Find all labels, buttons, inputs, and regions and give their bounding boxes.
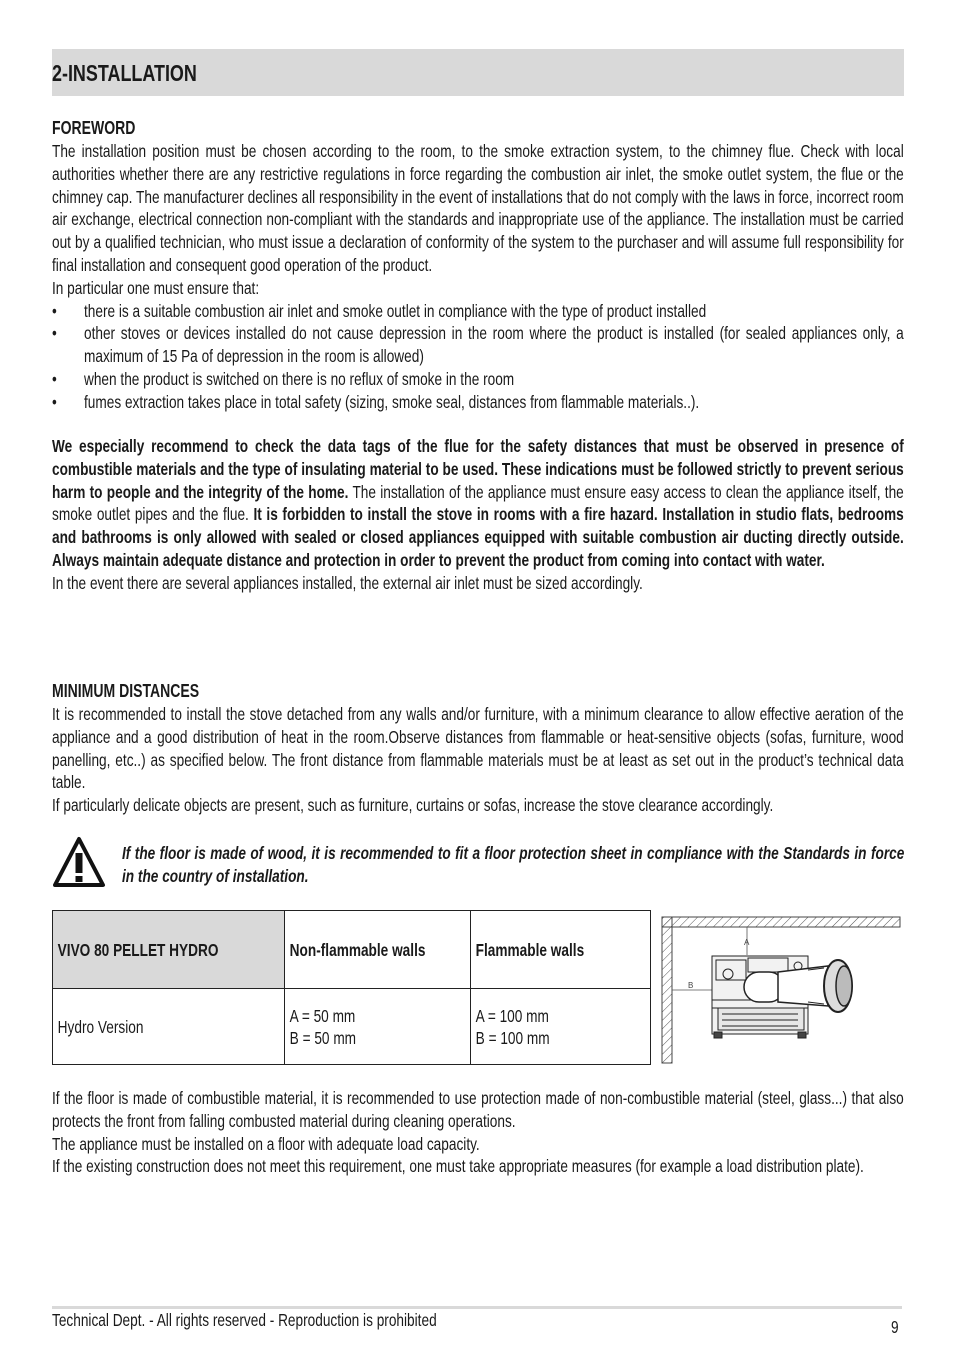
list-item: • other stoves or devices installed do not cause depression in the room where the product is installed (for sealed appliances only, a maximum of 15 Pa of depression in the room is allowed) [52, 323, 904, 367]
dimension-b-label: B [688, 981, 694, 990]
minimum-distances-heading: MINIMUM DISTANCES [52, 681, 200, 701]
list-item: • fumes extraction takes place in total safety (sizing, smoke seal, distances from flammable materials..). [52, 391, 700, 412]
multiple-appliances-note: In the event there are several appliances installed, the external air inlet must be sized accordingly. [52, 572, 643, 593]
header-model-cell: VIVO 80 PELLET HYDRO [53, 911, 285, 989]
left-wall [662, 917, 672, 1063]
section-title-bar [52, 49, 904, 96]
bullet-icon: • [52, 368, 57, 389]
floor-section [52, 1087, 904, 1178]
row-flammable-cell: A = 100 mm B = 100 mm [471, 989, 651, 1065]
top-wall [662, 917, 900, 927]
foreword-heading: FOREWORD [52, 118, 136, 138]
header-flammable-cell: Flammable walls [471, 911, 651, 989]
bullet-icon: • [52, 300, 57, 321]
foreword-section [52, 117, 904, 414]
bullet-icon: • [52, 323, 57, 344]
load-capacity-note: The appliance must be installed on a floor with adequate load capacity. [52, 1133, 480, 1154]
dimension-a-label: A [744, 938, 750, 947]
foreword-intro: The installation position must be chosen according to the room, to the smoke extraction system, to the chimney flue. Check with local authorities whether there are any restrictive regulations in force regarding the combustion air inlet, the smoke outlet system, the flue or the chimney cap. The manufacturer declines all responsibility in the event of installations that do not comply with the laws in force, incorrect room air exchange, electrical connection non-compliant with the standards and inappropriate use of the appliance. The installation must be carried out by a qualified technician, who must issue a declaration of conformity of the system to the purchaser and will assume full responsibility for final installation and consequent good operation of the product. [52, 141, 904, 275]
minimum-distances-paragraph: It is recommended to install the stove detached from any walls and/or furniture, with a minimum clearance to allow effective aeration of the appliance and a good distribution of heat in the room.Observe distances from flammable or heat-sensitive objects (sofas, furniture, wood panelling, etc..) as specified below. The front distance from flammable materials must be at least as set out in the product’s technical data table. [52, 704, 904, 793]
footer-text: Technical Dept. - All rights reserved - Reproduction is prohibited [52, 1310, 437, 1330]
table-row [53, 989, 651, 1065]
row-nonflammable-cell: A = 50 mm B = 50 mm [285, 989, 471, 1065]
list-item: • when the product is switched on there is no reflux of smoke in the room [52, 368, 515, 389]
minimum-distances-section [52, 680, 904, 817]
floor-paragraph: If the floor is made of combustible material, it is recommended to use protection made of non-combustible material (steel, glass...) that also protects the front from falling combusted material during cleaning operations. [52, 1088, 904, 1131]
row-model-cell: Hydro Version [53, 989, 285, 1065]
list-item: • there is a suitable combustion air inlet and smoke outlet in compliance with the type of product installed [52, 300, 707, 321]
header-nonflammable-cell: Non-flammable walls [285, 911, 471, 989]
warning-text: If the floor is made of wood, it is recommended to fit a floor protection sheet in compliance with the Standards in force in the country of installation. [122, 843, 905, 886]
distances-table [52, 910, 651, 1065]
page-number: 9 [891, 1317, 899, 1337]
delicate-objects-note: If particularly delicate objects are present, such as furniture, curtains or sofas, increase the stove clearance accordingly. [52, 795, 774, 816]
recommendation-section [52, 435, 904, 595]
construction-note: If the existing construction does not meet this requirement, one must take appropriate measures (for example a load distribution plate). [52, 1156, 864, 1177]
foreword-ensure: In particular one must ensure that: [52, 277, 260, 298]
table-header-row [53, 911, 651, 989]
bullet-icon: • [52, 391, 57, 412]
clearance-diagram [658, 914, 904, 1068]
stove-drawing [712, 956, 852, 1038]
page-title: 2-INSTALLATION [52, 60, 197, 86]
recommendation-paragraph: We especially recommend to check the data tags of the flue for the safety distances that must be observed in presence of combustible materials and the type of insulating material to be used. These indications must be followed strictly to prevent serious harm to people and the integrity of the home. The installation of the appliance must ensure easy access to clean the appliance itself, the smoke outlet pipes and the flue. It is forbidden to install the stove in rooms with a fire hazard. Installation in studio flats, bedrooms and bathrooms is only allowed with sealed or closed appliances equipped with suitable combustion air ducting directly outside. Always maintain adequate distance and protection in order to prevent the product from coming into contact with water. [52, 436, 904, 570]
warning-icon [52, 836, 106, 888]
